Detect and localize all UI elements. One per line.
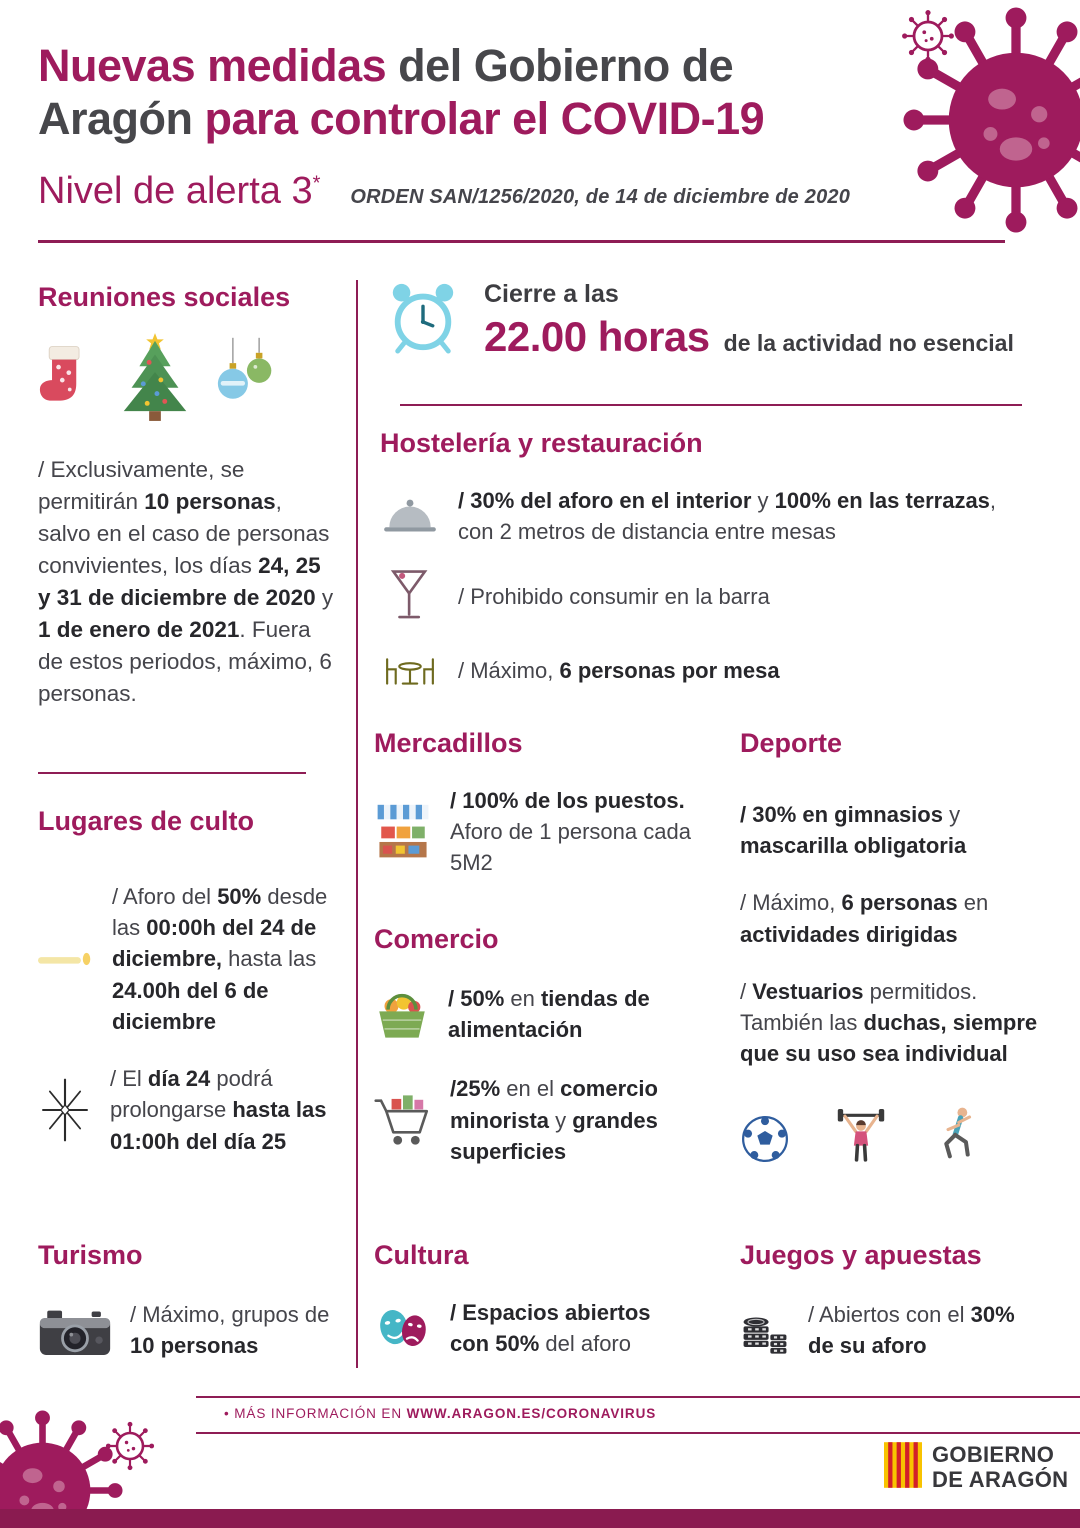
alarm-clock-icon bbox=[386, 280, 460, 361]
alert-level: Nivel de alerta 3* bbox=[38, 170, 321, 212]
hosteleria-title: Hostelería y restauración bbox=[380, 428, 703, 458]
footer-url: WWW.ARAGON.ES/CORONAVIRUS bbox=[406, 1406, 657, 1421]
cultura-title: Cultura bbox=[374, 1240, 469, 1270]
header-divider bbox=[38, 240, 1005, 243]
serving-cloche-icon bbox=[380, 491, 440, 541]
sport-icons-row bbox=[740, 1104, 1054, 1169]
comercio-item-alimentacion bbox=[374, 983, 708, 1045]
deporte-title: Deporte bbox=[740, 728, 843, 758]
juegos-text: / Abiertos con el 30% de su aforo bbox=[808, 1302, 1015, 1359]
header bbox=[38, 40, 938, 145]
candle-icon bbox=[38, 948, 94, 970]
hosteleria-barra-text: / Prohibido consumir en la barra bbox=[458, 583, 770, 609]
bottom-bar bbox=[0, 1509, 1080, 1528]
hosteleria-mesa-text: / Máximo, 6 personas por mesa bbox=[458, 657, 780, 683]
deporte-gimnasios-text: / 30% en gimnasios y mascarilla obligatoria bbox=[740, 802, 967, 859]
comercio-alimentacion-text: / 50% en tiendas de alimentación bbox=[448, 986, 650, 1043]
turismo-title: Turismo bbox=[38, 1240, 143, 1270]
section-lugares-de-culto bbox=[38, 806, 338, 1157]
reuniones-text: / Exclusivamente, se permitirán 10 personas, salvo en el caso de personas convivientes, los días 24, 25 y 31 de diciembre de 2020 y 1 de enero de 2021. Fuera de estos periodos, máximo, 6 personas. bbox=[38, 457, 334, 706]
reuniones-title: Reuniones sociales bbox=[38, 282, 291, 312]
mercadillos-title: Mercadillos bbox=[374, 728, 523, 758]
footer-info: • MÁS INFORMACIÓN EN WWW.ARAGON.ES/CORONAVIRUS bbox=[224, 1406, 657, 1421]
logo-line2: DE ARAGÓN bbox=[932, 1466, 1069, 1492]
culto-title: Lugares de culto bbox=[38, 806, 255, 836]
section-cultura bbox=[374, 1240, 708, 1359]
culto-item-dia24 bbox=[38, 1063, 338, 1157]
shopping-cart-icon bbox=[374, 1091, 432, 1149]
closing-time: 22.00 horas bbox=[484, 313, 710, 360]
comercio-minorista-text: /25% en el comercio minorista y grandes superficies bbox=[450, 1076, 658, 1164]
market-stall-icon bbox=[374, 799, 432, 865]
hosteleria-aforo-text: / 30% del aforo en el interior y 100% en las terrazas, con 2 metros de distancia entre mesas bbox=[458, 488, 997, 545]
section-juegos-y-apuestas bbox=[740, 1240, 1070, 1361]
footer-divider-bottom bbox=[196, 1432, 1080, 1434]
hosteleria-item-aforo bbox=[380, 485, 1040, 547]
juegos-item bbox=[740, 1299, 1070, 1361]
mercadillos-text: / 100% de los puestos. Aforo de 1 persona cada 5M2 bbox=[450, 788, 691, 876]
christmas-tree-icon bbox=[114, 331, 196, 428]
section-hosteleria bbox=[380, 428, 1040, 715]
coronavirus-outline-icon bbox=[104, 1420, 156, 1477]
closing-divider bbox=[400, 404, 1022, 406]
cultura-item bbox=[374, 1297, 708, 1359]
left-column-divider bbox=[38, 772, 306, 774]
gobierno-de-aragon-logo bbox=[884, 1442, 1068, 1493]
closing-time-block bbox=[386, 280, 1038, 361]
table-and-chairs-icon bbox=[380, 645, 440, 695]
food-basket-icon bbox=[374, 986, 430, 1042]
comercio-title: Comercio bbox=[374, 924, 499, 954]
christmas-stocking-icon bbox=[38, 341, 94, 428]
cultura-text: / Espacios abiertos con 50% del aforo bbox=[450, 1300, 651, 1357]
christmas-baubles-icon bbox=[216, 337, 276, 428]
vertical-divider bbox=[356, 280, 358, 1368]
hosteleria-item-barra bbox=[380, 567, 1040, 625]
page-title: Nuevas medidas del Gobierno de Aragón para controlar el COVID-19 bbox=[38, 40, 765, 144]
comercio-item-minorista bbox=[374, 1073, 708, 1167]
turismo-text: / Máximo, grupos de 10 personas bbox=[130, 1302, 330, 1359]
closing-tail: de la actividad no esencial bbox=[723, 330, 1014, 356]
footer-divider-top bbox=[196, 1396, 1080, 1398]
aragon-flag-icon bbox=[884, 1442, 922, 1493]
section-comercio bbox=[374, 924, 708, 1167]
runner-icon bbox=[932, 1104, 982, 1169]
culto-aforo-text: / Aforo del 50% desde las 00:00h del 24 de diciembre, hasta las 24.00h del 6 de diciembre bbox=[112, 884, 328, 1034]
hosteleria-item-mesa bbox=[380, 645, 1040, 695]
soccer-ball-icon bbox=[740, 1114, 790, 1169]
deporte-personas-text: / Máximo, 6 personas en actividades dirigidas bbox=[740, 890, 989, 947]
section-mercadillos bbox=[374, 728, 708, 879]
mercadillos-item bbox=[374, 785, 708, 879]
section-reuniones-sociales bbox=[38, 282, 334, 710]
order-reference: ORDEN SAN/1256/2020, de 14 de diciembre de 2020 bbox=[350, 186, 851, 208]
closing-line1: Cierre a las bbox=[484, 280, 619, 308]
juegos-title: Juegos y apuestas bbox=[740, 1240, 982, 1270]
culto-dia24-text: / El día 24 podrá prolongarse hasta las 01:00h del día 25 bbox=[110, 1066, 327, 1154]
deporte-vestuarios-text: / Vestuarios permitidos. También las duchas, siempre que su uso sea individual bbox=[740, 978, 1038, 1067]
logo-line1: GOBIERNO bbox=[932, 1442, 1055, 1468]
culto-item-aforo bbox=[38, 881, 338, 1037]
star-of-bethlehem-icon bbox=[38, 1072, 92, 1148]
alert-level-row bbox=[38, 170, 850, 213]
poker-chips-icon bbox=[740, 1304, 790, 1356]
theater-masks-icon bbox=[374, 1301, 432, 1355]
christmas-icons-row bbox=[38, 331, 334, 428]
section-turismo bbox=[38, 1240, 348, 1361]
weightlifter-icon bbox=[836, 1104, 886, 1169]
cocktail-glass-icon bbox=[380, 567, 440, 625]
turismo-item bbox=[38, 1299, 348, 1361]
camera-icon bbox=[38, 1303, 112, 1357]
section-deporte bbox=[740, 728, 1054, 1169]
